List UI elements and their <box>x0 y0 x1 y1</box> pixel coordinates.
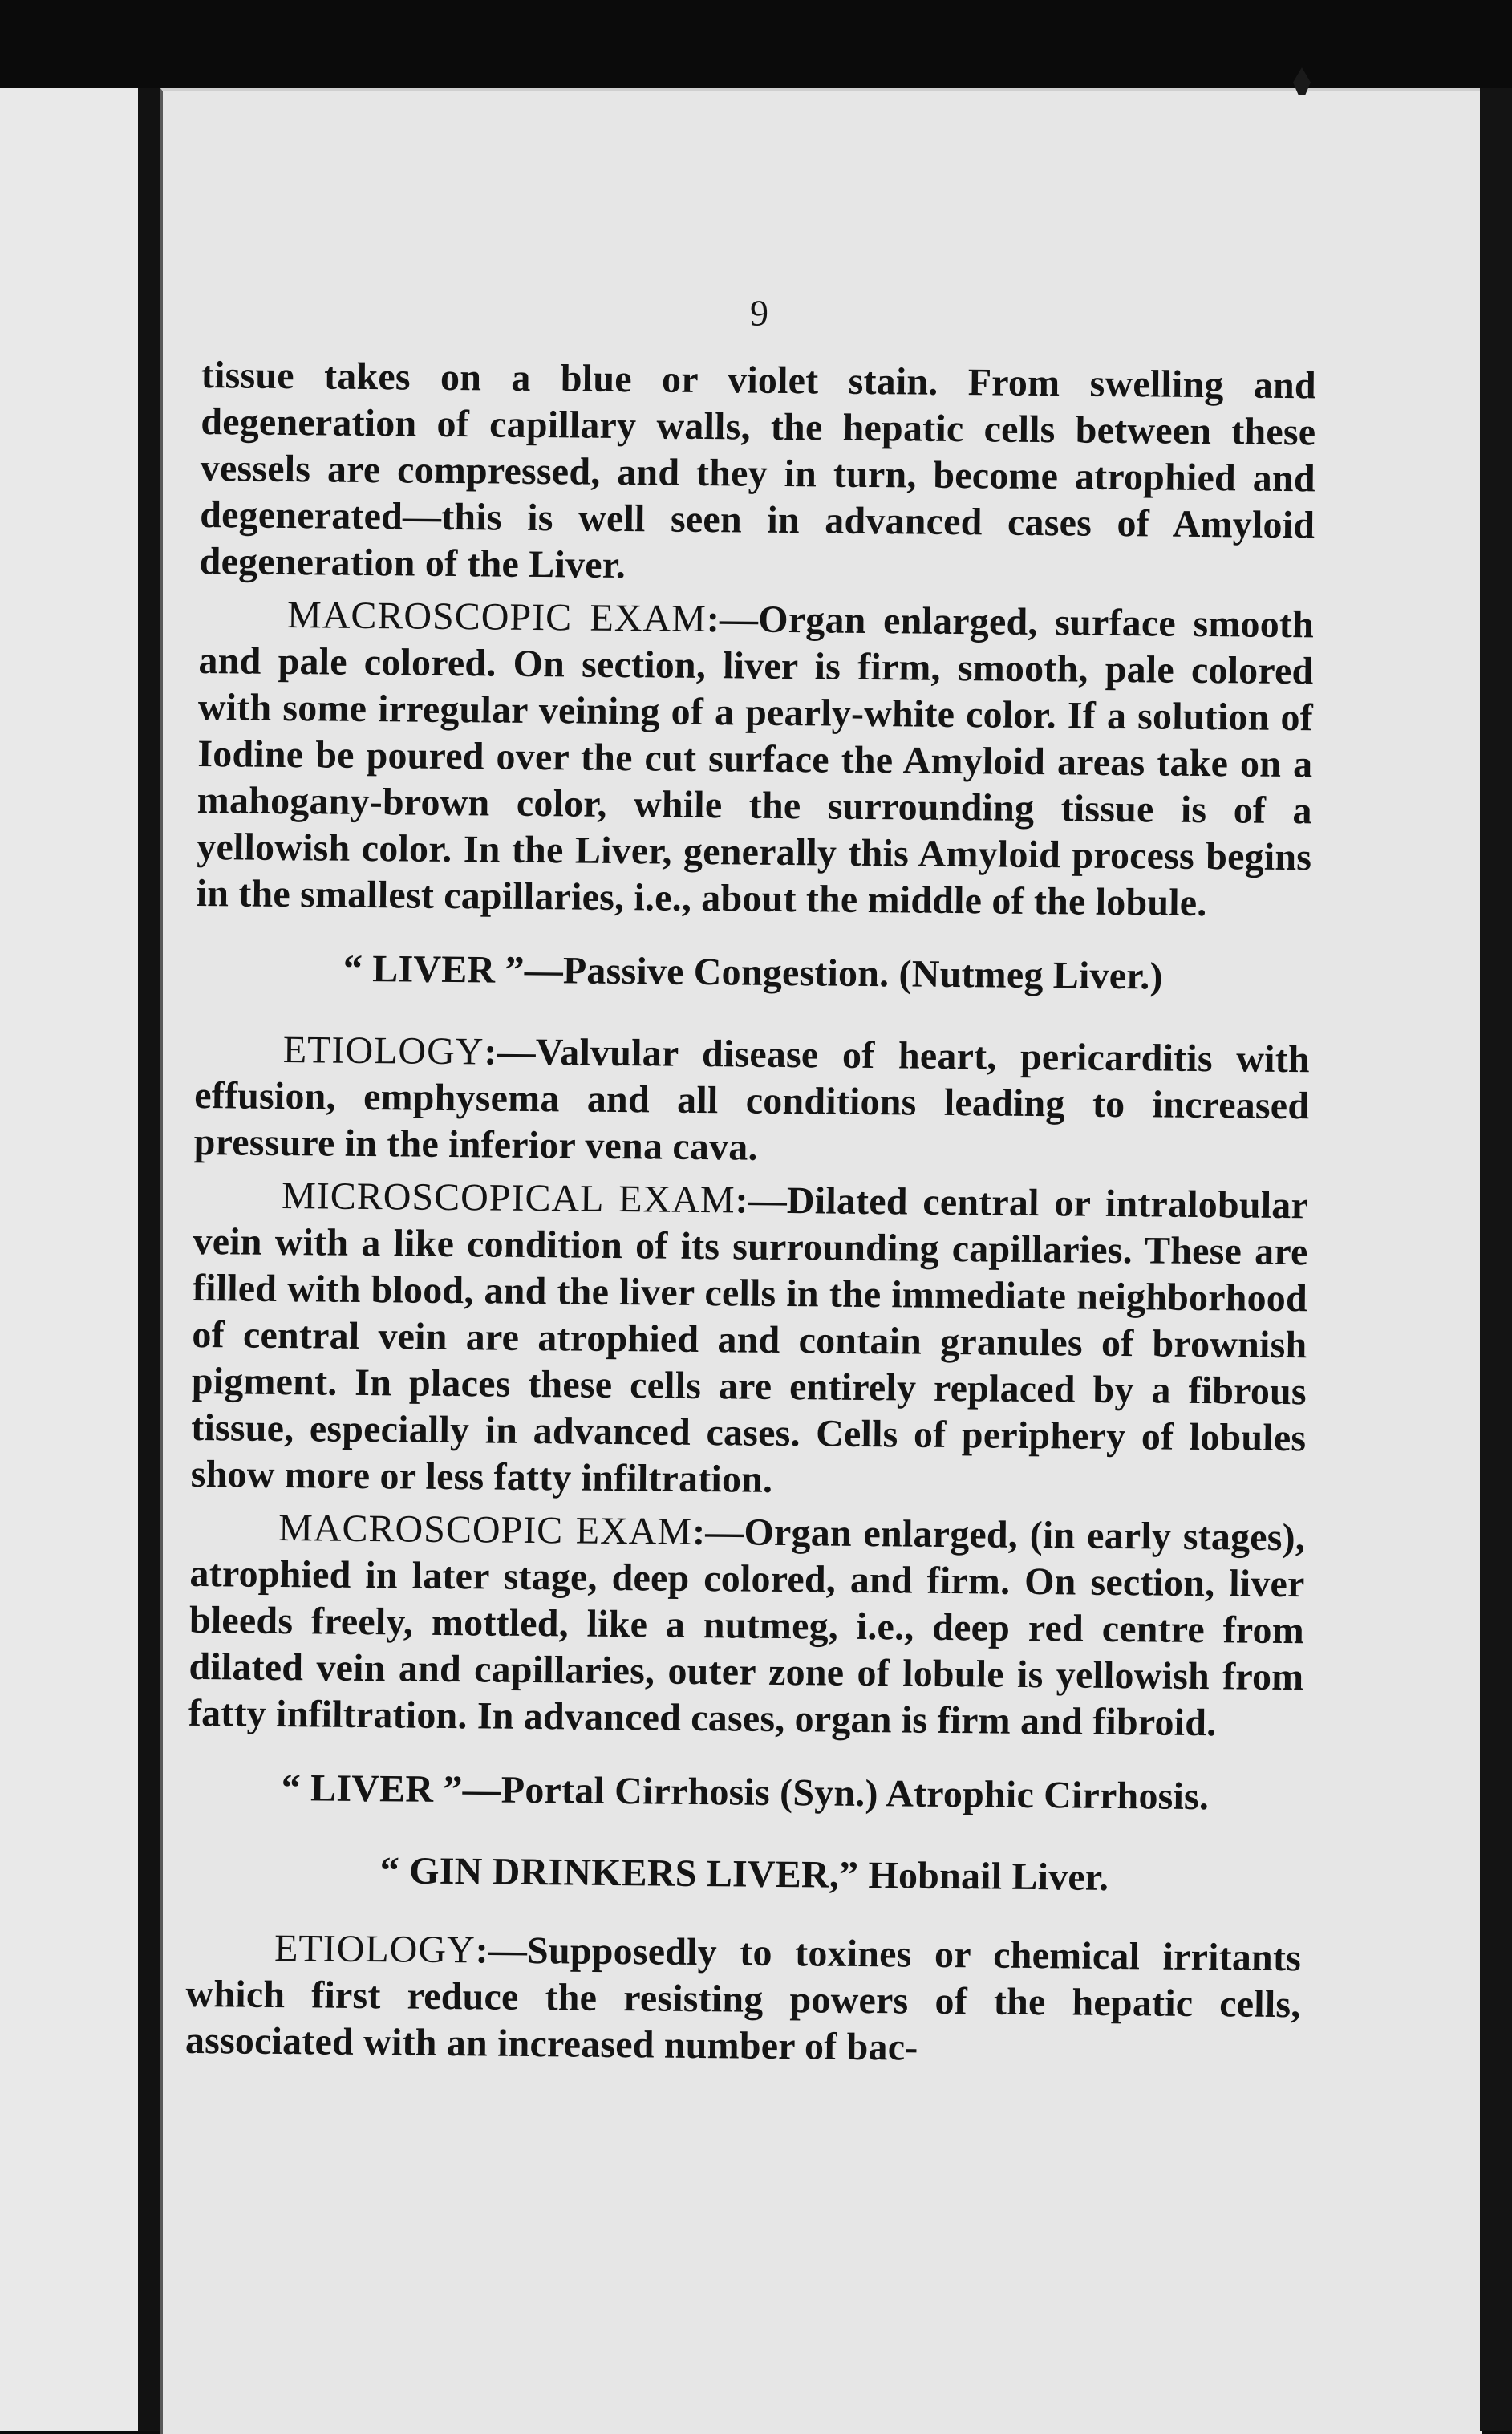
paragraph-text: :—Valvular disease of heart, pericarditis with effusion, emphysema and all conditions leading to increased pressure in the inferior vena cava. <box>193 1030 1311 1169</box>
section-label: MACROSCOPIC EXAM <box>286 594 707 641</box>
heading-passive-congestion: “ LIVER ”—Passive Congestion. (Nutmeg Liver.) <box>343 947 1163 998</box>
section-label: ETIOLOGY <box>274 1926 476 1972</box>
paragraph-text: tissue takes on a blue or violet stain. From swelling and degeneration of capillary walls, the hepatic cells between these vessels are compressed, and they in turn, become atrophied and degenerated—this is well seen in advanced cases of Amyloid degeneration of the Liver. <box>199 353 1317 587</box>
paragraph-text: :—Organ enlarged, (in early stages), atrophied in later stage, deep colored, and firm. On section, liver bleeds freely, mottled, like a nutmeg, i.e., deep red centre from dilated vein and capillaries, outer zone of lobule is yellowish from fatty infiltration. In advanced cases, organ is firm and fibroid. <box>188 1510 1306 1745</box>
paragraph-text: :—Supposedly to toxines or chemical irritants which first reduce the resisting powers of the hepatic cells, associated with an increased number of bac- <box>184 1929 1302 2069</box>
book-spine <box>138 88 160 2431</box>
paragraph-etiology-congestion <box>193 1026 1310 1176</box>
paragraph-macroscopic-congestion <box>188 1504 1306 1747</box>
page-text <box>185 285 1317 2081</box>
heading-portal-cirrhosis: “ LIVER ”—Portal Cirrhosis (Syn.) Atrophic Cirrhosis. <box>281 1767 1210 1819</box>
facing-page-edge <box>0 88 140 2431</box>
paragraph-text: :—Organ enlarged, surface smooth and pale colored. On section, liver is firm, smooth, pale colored with some irregular veining of a pearly-white color. If a solution of Iodine be poured over the cut surface the Amyloid areas take on a mahogany-brown color, while the surrounding tissue is of a yellowish color. In the Liver, generally this Amyloid process begins in the smallest capillaries, i.e., about the middle of the lobule. <box>196 598 1315 925</box>
section-label: MICROSCOPICAL EXAM <box>281 1174 736 1222</box>
page-number: 9 <box>749 292 769 334</box>
paragraph-text: :—Dilated central or intralobular vein with a like condition of its surrounding capillaries. These are filled with blood, and the liver cells in the immediate neighborhood of central vein are atrophied and contain granules of brownish pigment. In places these cells are entirely replaced by a fibrous tissue, especially in advanced cases. Cells of periphery of lobules show more or less fatty infiltration. <box>190 1178 1309 1501</box>
paragraph-amyloid-continuation <box>199 352 1316 595</box>
paragraph-etiology-cirrhosis <box>185 1925 1302 2075</box>
heading-gin-drinkers-liver: “ GIN DRINKERS LIVER,” Hobnail Liver. <box>379 1849 1109 1899</box>
right-border <box>1480 88 1512 2431</box>
paragraph-macroscopic-amyloid <box>196 591 1314 927</box>
section-label: ETIOLOGY <box>282 1028 484 1073</box>
section-label: MACROSCOPIC EXAM <box>278 1506 693 1553</box>
paragraph-microscopical-congestion <box>190 1172 1308 1508</box>
